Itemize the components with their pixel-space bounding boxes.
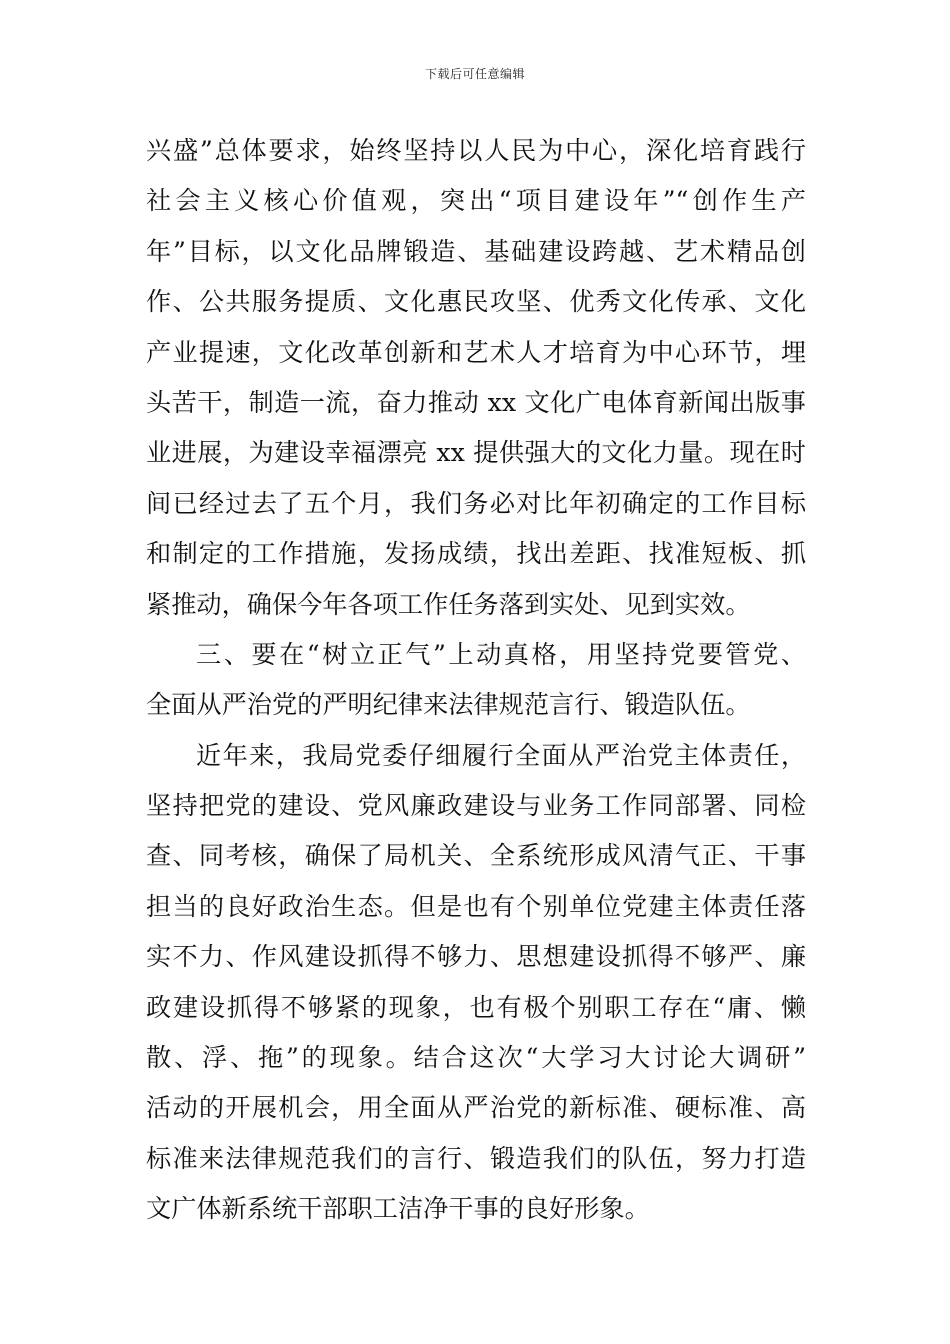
text-line: 查、同考核，确保了局机关、全系统形成风清气正、干事 — [146, 841, 806, 871]
text-line: 标准来法律规范我们的言行、锻造我们的队伍，努力打造 — [146, 1143, 806, 1173]
text-line: 作、公共服务提质、文化惠民攻坚、优秀文化传承、文化 — [146, 287, 806, 317]
text-line: 紧推动，确保今年各项工作任务落到实处、见到实效。 — [146, 589, 751, 619]
text-line: 活动的开展机会，用全面从严治党的新标准、硬标准、高 — [146, 1093, 806, 1123]
text-line: 社会主义核心价值观，突出“项目建设年”“创作生产 — [146, 186, 806, 216]
page-header: 下载后可任意编辑 — [424, 67, 525, 81]
paragraph-continuation — [146, 126, 806, 630]
document-body — [146, 126, 806, 1235]
text-line: 兴盛”总体要求，始终坚持以人民为中心，深化培育践行 — [146, 136, 806, 165]
text-line: 产业提速，文化改革创新和艺术人才培育为中心环节，埋 — [146, 337, 806, 367]
text-line: 间已经过去了五个月，我们务必对比年初确定的工作目标 — [146, 488, 806, 518]
text-line: 和制定的工作措施，发扬成绩，找出差距、找准短板、抓 — [146, 539, 806, 569]
text-line: 三、要在“树立正气”上动真格，用坚持党要管党、 — [196, 639, 806, 669]
text-line: 文广体新系统干部职工洁净干事的良好形象。 — [146, 1194, 650, 1224]
text-line: 业进展，为建设幸福漂亮 xx 提供强大的文化力量。现在时 — [146, 438, 806, 468]
text-line: 散、浮、拖”的现象。结合这次“大学习大讨论大调研” — [146, 1043, 806, 1073]
text-line: 头苦干，制造一流，奋力推动 xx 文化广电体育新闻出版事 — [146, 387, 806, 417]
text-line: 政建设抓得不够紧的现象，也有极个别职工存在“庸、懒 — [146, 992, 806, 1022]
text-line: 近年来，我局党委仔细履行全面从严治党主体责任， — [196, 740, 806, 770]
text-line: 年”目标，以文化品牌锻造、基础建设跨越、艺术精品创 — [146, 236, 806, 266]
text-line: 担当的良好政治生态。但是也有个别单位党建主体责任落 — [146, 891, 806, 921]
text-line: 坚持把党的建设、党风廉政建设与业务工作同部署、同检 — [146, 791, 806, 821]
text-line: 全面从严治党的严明纪律来法律规范言行、锻造队伍。 — [146, 690, 751, 720]
text-line: 实不力、作风建设抓得不够力、思想建设抓得不够严、廉 — [146, 942, 806, 972]
paragraph-body — [146, 731, 806, 1235]
paragraph-section-three — [146, 630, 806, 731]
